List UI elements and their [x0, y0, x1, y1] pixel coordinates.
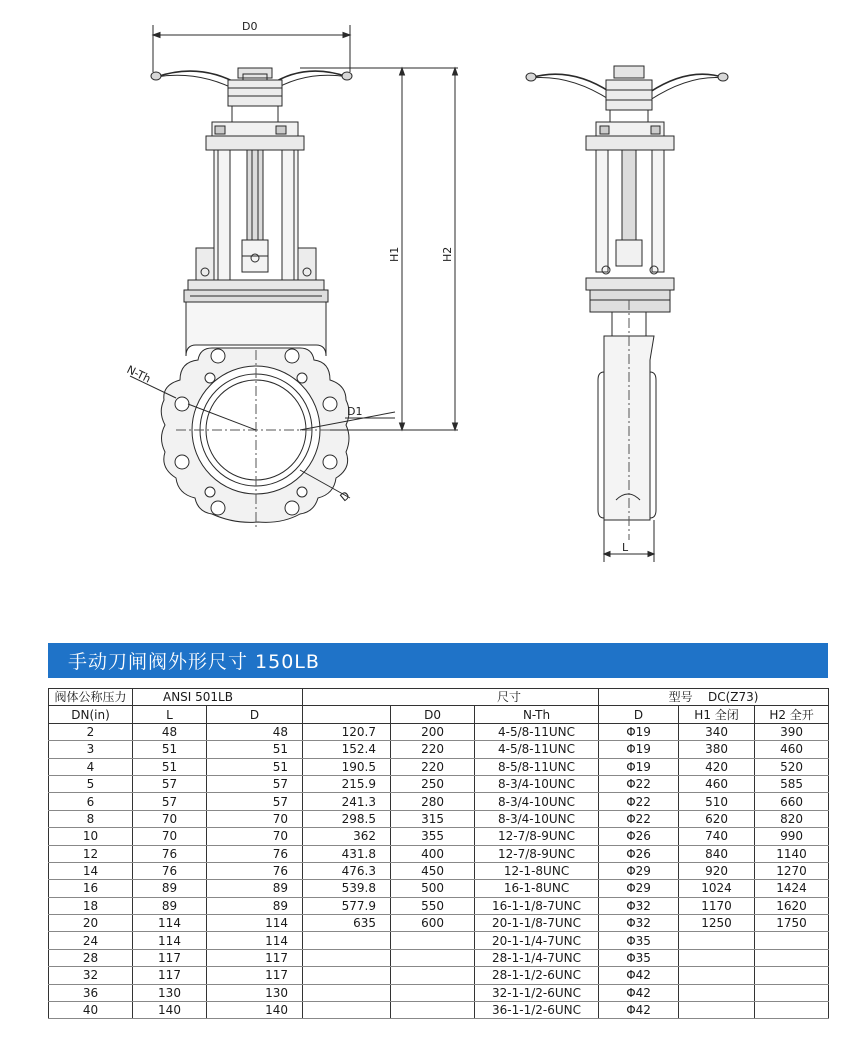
cell-nth: 8-3/4-10UNC [475, 775, 599, 792]
cell-dn: 8 [49, 810, 133, 827]
cell-d1: 539.8 [303, 880, 391, 897]
cell-d: 89 [207, 880, 303, 897]
cell-nth: 8-3/4-10UNC [475, 793, 599, 810]
cell-dn: 4 [49, 758, 133, 775]
table-row [49, 1002, 829, 1019]
cell-l: 76 [133, 862, 207, 879]
h1-label: H1 [388, 246, 401, 262]
cell-nth: 16-1-1/8-7UNC [475, 897, 599, 914]
table-row [49, 915, 829, 932]
cell-h1: 460 [679, 775, 755, 792]
table-row [49, 775, 829, 792]
cell-d0: 280 [391, 793, 475, 810]
cell-d: 117 [207, 949, 303, 966]
header-blank [303, 706, 391, 723]
cell-l: 89 [133, 880, 207, 897]
cell-nth: 36-1-1/2-6UNC [475, 1002, 599, 1019]
cell-h2: 1424 [755, 880, 829, 897]
cell-d0 [391, 949, 475, 966]
cell-l: 51 [133, 741, 207, 758]
cell-dn: 2 [49, 723, 133, 740]
cell-h2: 990 [755, 828, 829, 845]
cell-h2 [755, 949, 829, 966]
cell-d: 140 [207, 1002, 303, 1019]
cell-l: 140 [133, 1002, 207, 1019]
cell-d: 114 [207, 932, 303, 949]
cell-l: 51 [133, 758, 207, 775]
cell-h2 [755, 1002, 829, 1019]
cell-d: 76 [207, 862, 303, 879]
cell-h1: 1170 [679, 897, 755, 914]
cell-l: 114 [133, 915, 207, 932]
header-model [599, 689, 829, 706]
header-standard: ANSI 501LB [133, 689, 303, 706]
nth-label: N-Th [124, 363, 153, 386]
cell-l: 57 [133, 775, 207, 792]
cell-dn: 10 [49, 828, 133, 845]
table-row [49, 758, 829, 775]
cell-d1 [303, 1002, 391, 1019]
cell-phi: Φ19 [599, 723, 679, 740]
cell-d0: 550 [391, 897, 475, 914]
cell-h1: 620 [679, 810, 755, 827]
cell-dn: 24 [49, 932, 133, 949]
cell-d: 117 [207, 967, 303, 984]
cell-h2 [755, 984, 829, 1001]
cell-d: 89 [207, 897, 303, 914]
cell-h1 [679, 967, 755, 984]
cell-d: 48 [207, 723, 303, 740]
cell-l: 70 [133, 828, 207, 845]
cell-d: 57 [207, 775, 303, 792]
cell-d1: 362 [303, 828, 391, 845]
cell-h1: 840 [679, 845, 755, 862]
cell-h1: 510 [679, 793, 755, 810]
cell-d0: 250 [391, 775, 475, 792]
cell-nth: 4-5/8-11UNC [475, 741, 599, 758]
table-body [49, 723, 829, 1019]
cell-nth: 8-3/4-10UNC [475, 810, 599, 827]
table-row [49, 880, 829, 897]
cell-h1 [679, 984, 755, 1001]
cell-phi: Φ32 [599, 897, 679, 914]
cell-h1: 920 [679, 862, 755, 879]
cell-d: 76 [207, 845, 303, 862]
cell-h1: 380 [679, 741, 755, 758]
cell-dn: 20 [49, 915, 133, 932]
cell-d1 [303, 949, 391, 966]
cell-d0 [391, 932, 475, 949]
cell-d: 51 [207, 741, 303, 758]
header-model-label: 型号 [668, 690, 693, 705]
header-d0: D0 [391, 706, 475, 723]
table-row [49, 845, 829, 862]
cell-d1: 241.3 [303, 793, 391, 810]
cell-nth: 8-5/8-11UNC [475, 758, 599, 775]
cell-dn: 28 [49, 949, 133, 966]
cell-h1: 1250 [679, 915, 755, 932]
cell-phi: Φ32 [599, 915, 679, 932]
cell-d1: 215.9 [303, 775, 391, 792]
table-row [49, 897, 829, 914]
cell-l: 48 [133, 723, 207, 740]
cell-l: 57 [133, 793, 207, 810]
cell-d1 [303, 967, 391, 984]
cell-d0: 220 [391, 758, 475, 775]
header-dn: DN(in) [49, 706, 133, 723]
cell-h2: 1140 [755, 845, 829, 862]
cell-nth: 20-1-1/4-7UNC [475, 932, 599, 949]
cell-d0: 200 [391, 723, 475, 740]
cell-d0 [391, 1002, 475, 1019]
cell-h1: 420 [679, 758, 755, 775]
cell-h2: 1620 [755, 897, 829, 914]
cell-l: 114 [133, 932, 207, 949]
cell-phi: Φ19 [599, 758, 679, 775]
header-nth: N-Th [475, 706, 599, 723]
cell-d1 [303, 932, 391, 949]
cell-d1: 577.9 [303, 897, 391, 914]
cell-nth: 28-1-1/4-7UNC [475, 949, 599, 966]
table-row [49, 949, 829, 966]
cell-phi: Φ35 [599, 949, 679, 966]
header-l: L [133, 706, 207, 723]
cell-h2: 585 [755, 775, 829, 792]
cell-phi: Φ42 [599, 1002, 679, 1019]
section-banner [48, 643, 828, 678]
cell-nth: 4-5/8-11UNC [475, 723, 599, 740]
table-header-row-2 [49, 706, 829, 723]
cell-phi: Φ26 [599, 828, 679, 845]
cell-l: 117 [133, 949, 207, 966]
cell-h1: 1024 [679, 880, 755, 897]
cell-d0: 400 [391, 845, 475, 862]
header-d: D [207, 706, 303, 723]
cell-dn: 12 [49, 845, 133, 862]
cell-h1 [679, 932, 755, 949]
cell-d: 130 [207, 984, 303, 1001]
cell-phi: Φ35 [599, 932, 679, 949]
cell-d1: 298.5 [303, 810, 391, 827]
banner-title: 手动刀闸阀外形尺寸 150LB [68, 651, 320, 673]
cell-l: 70 [133, 810, 207, 827]
header-dims: 尺寸 [303, 689, 599, 706]
cell-d1 [303, 984, 391, 1001]
cell-d: 70 [207, 828, 303, 845]
cell-d1: 431.8 [303, 845, 391, 862]
cell-d1: 152.4 [303, 741, 391, 758]
cell-h2: 390 [755, 723, 829, 740]
cell-h2: 520 [755, 758, 829, 775]
cell-d: 51 [207, 758, 303, 775]
d0-label: D0 [242, 20, 258, 33]
cell-dn: 5 [49, 775, 133, 792]
cell-d: 114 [207, 915, 303, 932]
cell-h2: 1270 [755, 862, 829, 879]
cell-d: 57 [207, 793, 303, 810]
cell-dn: 40 [49, 1002, 133, 1019]
cell-nth: 12-7/8-9UNC [475, 845, 599, 862]
cell-d0 [391, 984, 475, 1001]
cell-nth: 12-1-8UNC [475, 862, 599, 879]
cell-h2: 460 [755, 741, 829, 758]
table-row [49, 741, 829, 758]
cell-d0 [391, 967, 475, 984]
header-dd: D [599, 706, 679, 723]
cell-phi: Φ42 [599, 967, 679, 984]
cell-nth: 16-1-8UNC [475, 880, 599, 897]
cell-d: 70 [207, 810, 303, 827]
cell-phi: Φ22 [599, 810, 679, 827]
dimensions-table [48, 688, 829, 1019]
cell-h1 [679, 1002, 755, 1019]
cell-l: 89 [133, 897, 207, 914]
cell-phi: Φ29 [599, 862, 679, 879]
l-label: L [622, 541, 629, 554]
cell-d0: 600 [391, 915, 475, 932]
cell-d0: 355 [391, 828, 475, 845]
table-row [49, 810, 829, 827]
cell-nth: 32-1-1/2-6UNC [475, 984, 599, 1001]
cell-dn: 14 [49, 862, 133, 879]
cell-l: 117 [133, 967, 207, 984]
cell-d0: 500 [391, 880, 475, 897]
h2-label: H2 [441, 246, 454, 262]
header-h1: H1 全闭 [679, 706, 755, 723]
side-view [526, 66, 728, 562]
cell-nth: 28-1-1/2-6UNC [475, 967, 599, 984]
cell-h2: 1750 [755, 915, 829, 932]
table-row [49, 793, 829, 810]
header-model-value: DC(Z73) [707, 690, 759, 705]
cell-h2 [755, 932, 829, 949]
d-label: D [337, 488, 353, 505]
table-row [49, 862, 829, 879]
cell-l: 130 [133, 984, 207, 1001]
table-row [49, 984, 829, 1001]
cell-phi: Φ19 [599, 741, 679, 758]
cell-h2: 820 [755, 810, 829, 827]
cell-d0: 220 [391, 741, 475, 758]
cell-d0: 450 [391, 862, 475, 879]
cell-d1: 476.3 [303, 862, 391, 879]
cell-dn: 32 [49, 967, 133, 984]
d1-label: D1 [347, 405, 363, 418]
cell-dn: 36 [49, 984, 133, 1001]
cell-h1 [679, 949, 755, 966]
table-row [49, 723, 829, 740]
cell-d1: 635 [303, 915, 391, 932]
cell-h2 [755, 967, 829, 984]
table-row [49, 932, 829, 949]
cell-dn: 3 [49, 741, 133, 758]
cell-h1: 740 [679, 828, 755, 845]
cell-dn: 6 [49, 793, 133, 810]
cell-nth: 12-7/8-9UNC [475, 828, 599, 845]
cell-h1: 340 [679, 723, 755, 740]
cell-l: 76 [133, 845, 207, 862]
cell-phi: Φ22 [599, 775, 679, 792]
cell-nth: 20-1-1/8-7UNC [475, 915, 599, 932]
table-row [49, 828, 829, 845]
front-view [130, 25, 458, 530]
cell-phi: Φ29 [599, 880, 679, 897]
table-header-row-1 [49, 689, 829, 706]
cell-phi: Φ42 [599, 984, 679, 1001]
header-pressure: 阀体公称压力 [49, 689, 133, 706]
cell-h2: 660 [755, 793, 829, 810]
cell-d1: 120.7 [303, 723, 391, 740]
cell-dn: 16 [49, 880, 133, 897]
header-h2: H2 全开 [755, 706, 829, 723]
cell-phi: Φ26 [599, 845, 679, 862]
table-row [49, 967, 829, 984]
cell-dn: 18 [49, 897, 133, 914]
cell-d1: 190.5 [303, 758, 391, 775]
cell-phi: Φ22 [599, 793, 679, 810]
cell-d0: 315 [391, 810, 475, 827]
